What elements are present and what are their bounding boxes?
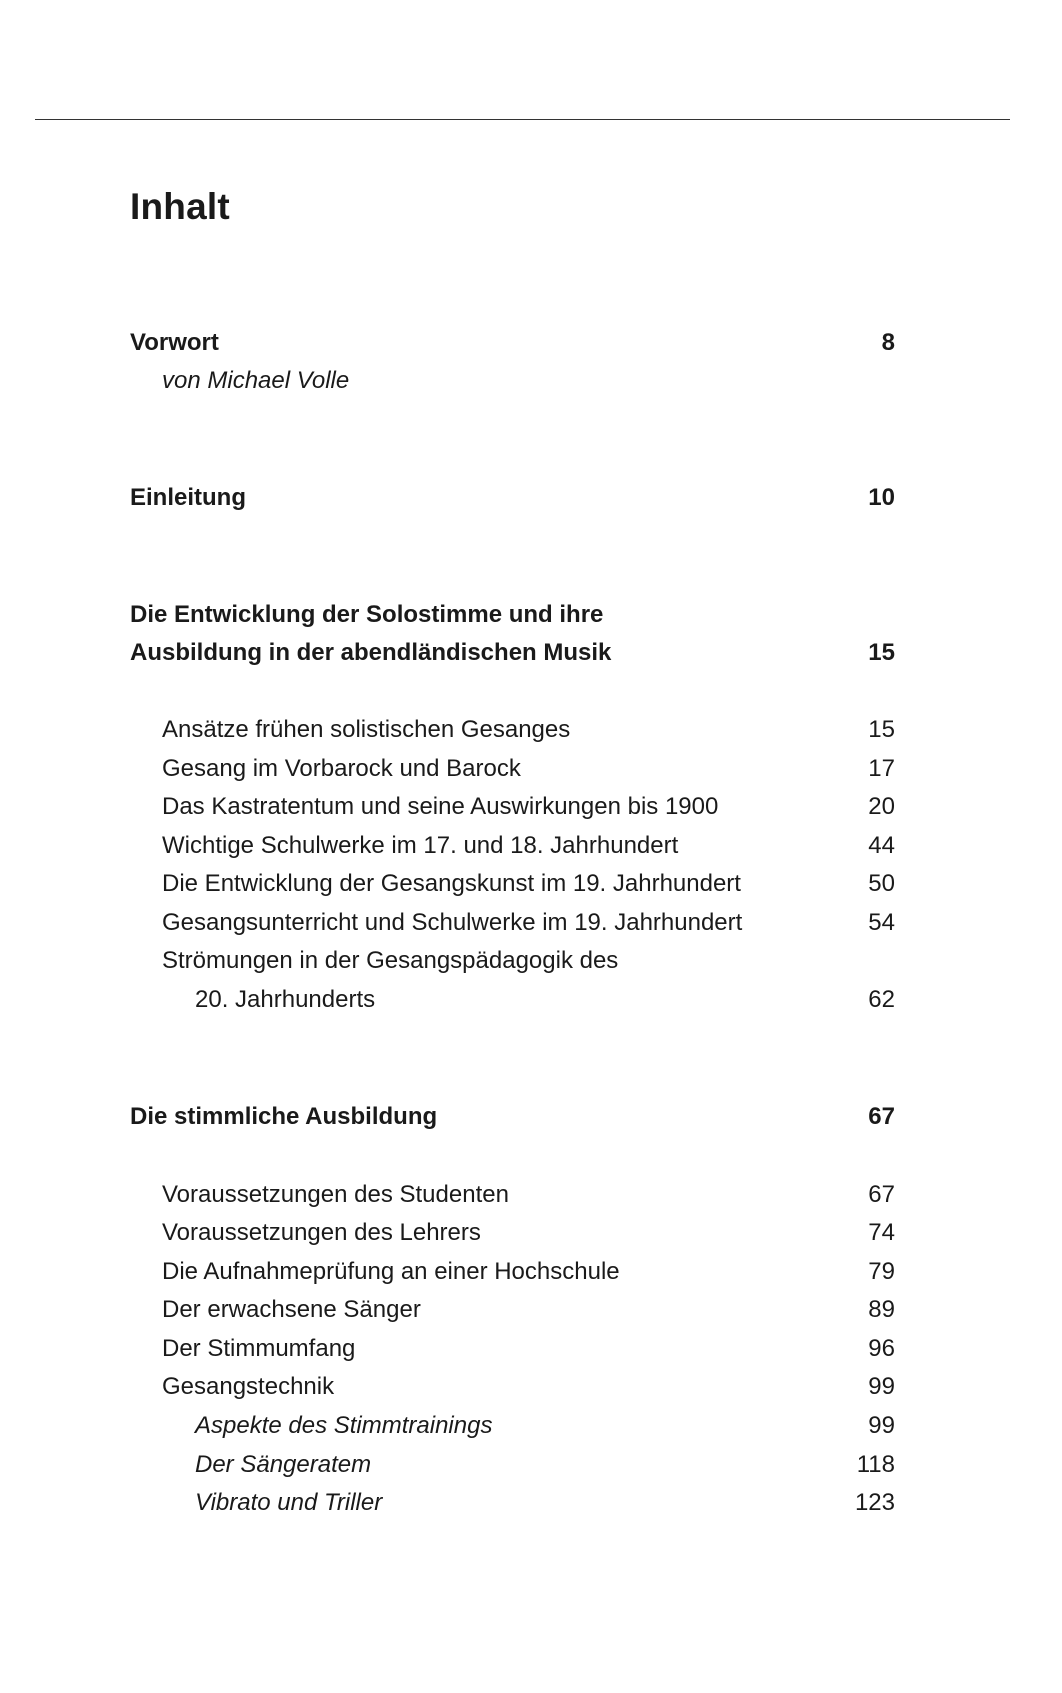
toc-subentry[interactable] [130, 827, 895, 865]
toc-page-number: 10 [868, 484, 895, 511]
toc-subsubentry[interactable] [130, 1407, 895, 1445]
toc-subentry-line1[interactable] [130, 942, 895, 980]
toc-entry-ausbildung[interactable] [130, 1098, 895, 1136]
toc-entry-title: Einleitung [130, 484, 246, 511]
toc-page-number: 50 [868, 870, 895, 897]
toc-subentry[interactable] [130, 904, 895, 942]
toc-page-number: 17 [868, 755, 895, 782]
toc-entry-title: Der erwachsene Sänger [162, 1296, 421, 1323]
toc-page-number: 74 [868, 1219, 895, 1246]
toc-page-number: 118 [856, 1451, 895, 1478]
toc-entry-title: Gesang im Vorbarock und Barock [162, 755, 521, 782]
toc-author: von Michael Volle [162, 367, 350, 394]
toc-page-number: 99 [868, 1412, 895, 1439]
toc-page-number: 62 [868, 986, 895, 1013]
toc-page-number: 20 [868, 793, 895, 820]
toc-subentry[interactable] [130, 981, 895, 1019]
toc-entry-vorwort[interactable] [130, 324, 895, 362]
toc-entry-title: Vorwort [130, 329, 219, 356]
toc-subentry[interactable] [130, 1291, 895, 1329]
toc-page-number: 8 [881, 329, 895, 356]
toc-entry-title: Gesangsunterricht und Schulwerke im 19. Jahrhundert [162, 909, 743, 936]
toc-page-number: 44 [868, 832, 895, 859]
toc-page-number: 96 [868, 1335, 895, 1362]
toc-entry-title: Voraussetzungen des Lehrers [162, 1219, 481, 1246]
toc-entry-title: Ansätze frühen solistischen Gesanges [162, 716, 571, 743]
toc-entry-title: Ausbildung in der abendländischen Musik [130, 639, 612, 666]
toc-page-number: 99 [868, 1373, 895, 1400]
header-rule [35, 119, 1010, 120]
toc-subentry[interactable] [130, 1176, 895, 1214]
toc-page-number: 67 [868, 1103, 895, 1130]
toc-entry-title: Die stimmliche Ausbildung [130, 1103, 438, 1130]
toc-entry-title: Wichtige Schulwerke im 17. und 18. Jahrhundert [162, 832, 679, 859]
toc-subentry[interactable] [130, 711, 895, 749]
toc-page-number: 89 [868, 1296, 895, 1323]
toc-entry-title: Die Entwicklung der Gesangskunst im 19. Jahrhundert [162, 870, 741, 897]
toc-entry-title: Aspekte des Stimmtrainings [195, 1412, 493, 1439]
toc-entry-author [130, 362, 895, 400]
toc-subentry[interactable] [130, 865, 895, 903]
toc-page-number: 79 [868, 1258, 895, 1285]
toc-subentry[interactable] [130, 750, 895, 788]
toc-subsubentry[interactable] [130, 1446, 895, 1484]
toc-entry-title: Der Sängeratem [195, 1451, 372, 1478]
toc-subentry[interactable] [130, 1253, 895, 1291]
toc-entry-einleitung[interactable] [130, 479, 895, 517]
toc-subsubentry[interactable] [130, 1484, 895, 1522]
toc-entry-title: Strömungen in der Gesangspädagogik des [162, 947, 619, 974]
toc-page-number: 67 [868, 1181, 895, 1208]
toc-entry-title: Der Stimmumfang [162, 1335, 356, 1362]
toc-subentry[interactable] [130, 1330, 895, 1368]
toc-subentry[interactable] [130, 1368, 895, 1406]
toc-page-number: 54 [868, 909, 895, 936]
toc-page-number: 15 [868, 639, 895, 666]
toc-entry-title: Vibrato und Triller [195, 1489, 383, 1516]
toc-entry-title: 20. Jahrhunderts [195, 986, 376, 1013]
toc-page-number: 15 [868, 716, 895, 743]
toc-entry-title: Die Entwicklung der Solostimme und ihre [130, 601, 604, 628]
toc-entry-entwicklung[interactable] [130, 634, 895, 672]
toc-entry-title: Die Aufnahmeprüfung an einer Hochschule [162, 1258, 620, 1285]
toc-entry-title: Das Kastratentum und seine Auswirkungen bis 1900 [162, 793, 719, 820]
toc-subentry[interactable] [130, 788, 895, 826]
page-title: Inhalt [130, 186, 230, 227]
toc-subentry[interactable] [130, 1214, 895, 1252]
toc-page-number: 123 [854, 1489, 895, 1516]
toc-entry-entwicklung-line1[interactable] [130, 596, 895, 634]
toc-entry-title: Gesangstechnik [162, 1373, 335, 1400]
toc-entry-title: Voraussetzungen des Studenten [162, 1181, 509, 1208]
